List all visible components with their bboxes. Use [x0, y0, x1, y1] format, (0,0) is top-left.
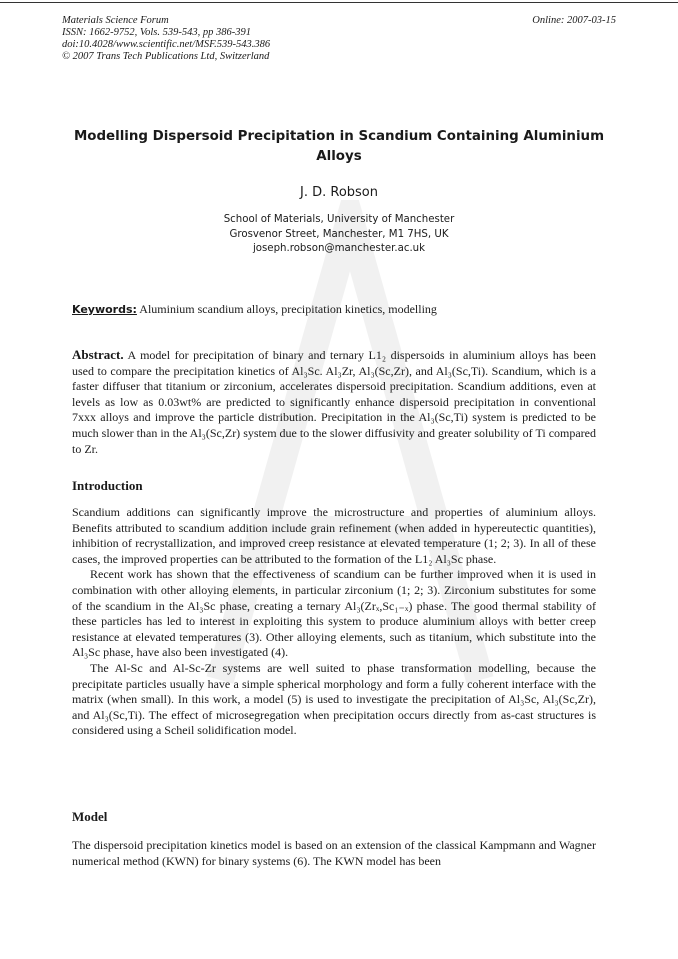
affiliation — [0, 213, 678, 257]
doi-line: doi:10.4028/www.scientific.net/MSF.539-543.386 — [62, 39, 271, 50]
keywords-label: Keywords: — [72, 303, 137, 316]
intro-paragraph-2: Recent work has shown that the effectiveness of scandium can be further improved when it is used in combination with other alloying elements, in particular zirconium (1; 2; 3). Zirconium substitutes for some of the scandium in the Al₃Sc phase, creating a ternary Al₃(Zrₓ,Sc₁₋ₓ) phase. The good thermal stability of these particles has led to interest in exploiting this system to produce aluminium alloys with better creep resistance at elevated temperatures (3). Other alloying elements, such as titanium, which substitute into the Al₃Sc phase, have also been investigated (4). — [72, 567, 596, 660]
abstract — [72, 347, 596, 457]
affiliation-line-1: School of Materials, University of Manchester — [223, 214, 455, 225]
online-date-text: Online: 2007-03-15 — [532, 15, 616, 26]
copyright-line: © 2007 Trans Tech Publications Ltd, Switzerland — [62, 51, 270, 62]
journal-name: Materials Science Forum — [62, 15, 169, 26]
intro-paragraph-1: Scandium additions can significantly improve the microstructure and properties of aluminium alloys. Benefits attributed to scandium addition include grain refinement (when added in hypereutectic quantities), inhibition of recrystallization, and improved creep resistance at elevated temperature (1; 2; 3). In all of these cases, the improved properties can be attributed to the formation of the L1₂ Al₃Sc phase. — [72, 505, 596, 566]
journal-header — [62, 15, 270, 63]
introduction-body — [72, 505, 596, 739]
model-paragraph-1: The dispersoid precipitation kinetics model is based on an extension of the classical Kampmann and Wagner numerical method (KWN) for binary systems (6). The KWN model has been — [72, 838, 596, 868]
abstract-label: Abstract. — [72, 347, 124, 362]
model-body — [72, 838, 596, 869]
introduction-heading: Introduction — [72, 478, 143, 493]
paper-title: Modelling Dispersoid Precipitation in Scandium Containing Aluminium Alloys — [73, 129, 605, 164]
keywords-text: Aluminium scandium alloys, precipitation kinetics, modelling — [139, 302, 437, 316]
intro-paragraph-3: The Al-Sc and Al-Sc-Zr systems are well suited to phase transformation modelling, because the precipitate particles usually have a simple spherical morphology and form a fully coherent interface with the matrix (when small). In this work, a model (5) is used to investigate the precipitation of Al₃Sc, Al₃(Sc,Zr), and Al₃(Sc,Ti). The effect of microsegregation when precipitation occurs directly from as-cast structures is considered using a Scheil solidification model. — [72, 660, 596, 738]
affiliation-line-2: Grosvenor Street, Manchester, M1 7HS, UK — [229, 228, 449, 240]
header-rule — [0, 2, 678, 3]
abstract-text: A model for precipitation of binary and ternary L1₂ dispersoids in aluminium alloys has been used to compare the precipitation kinetics of Al₃Sc. Al₃Zr, Al₃(Sc,Zr), and Al₃(Sc,Ti). Scandium, which is a faster diffuser that titanium or zirconium, accelerates dispersoid precipitation. Scandium additions, even at levels as low as 0.03wt% are predicted to significantly enhance dispersoid precipitation in conventional 7xxx alloys and improve the particle distribution. Precipitation in the Al₃(Sc,Ti) system is predicted to be much slower than in the Al₃(Sc,Zr) system due to the slower diffusivity and greater solubility of Ti compared to Zr. — [72, 348, 596, 456]
online-date — [532, 15, 616, 27]
issn-line: ISSN: 1662-9752, Vols. 539-543, pp 386-391 — [62, 27, 251, 38]
keywords — [72, 302, 437, 317]
author-email: joseph.robson@manchester.ac.uk — [252, 243, 426, 254]
model-heading: Model — [72, 809, 108, 824]
author-name: J. D. Robson — [300, 185, 378, 200]
